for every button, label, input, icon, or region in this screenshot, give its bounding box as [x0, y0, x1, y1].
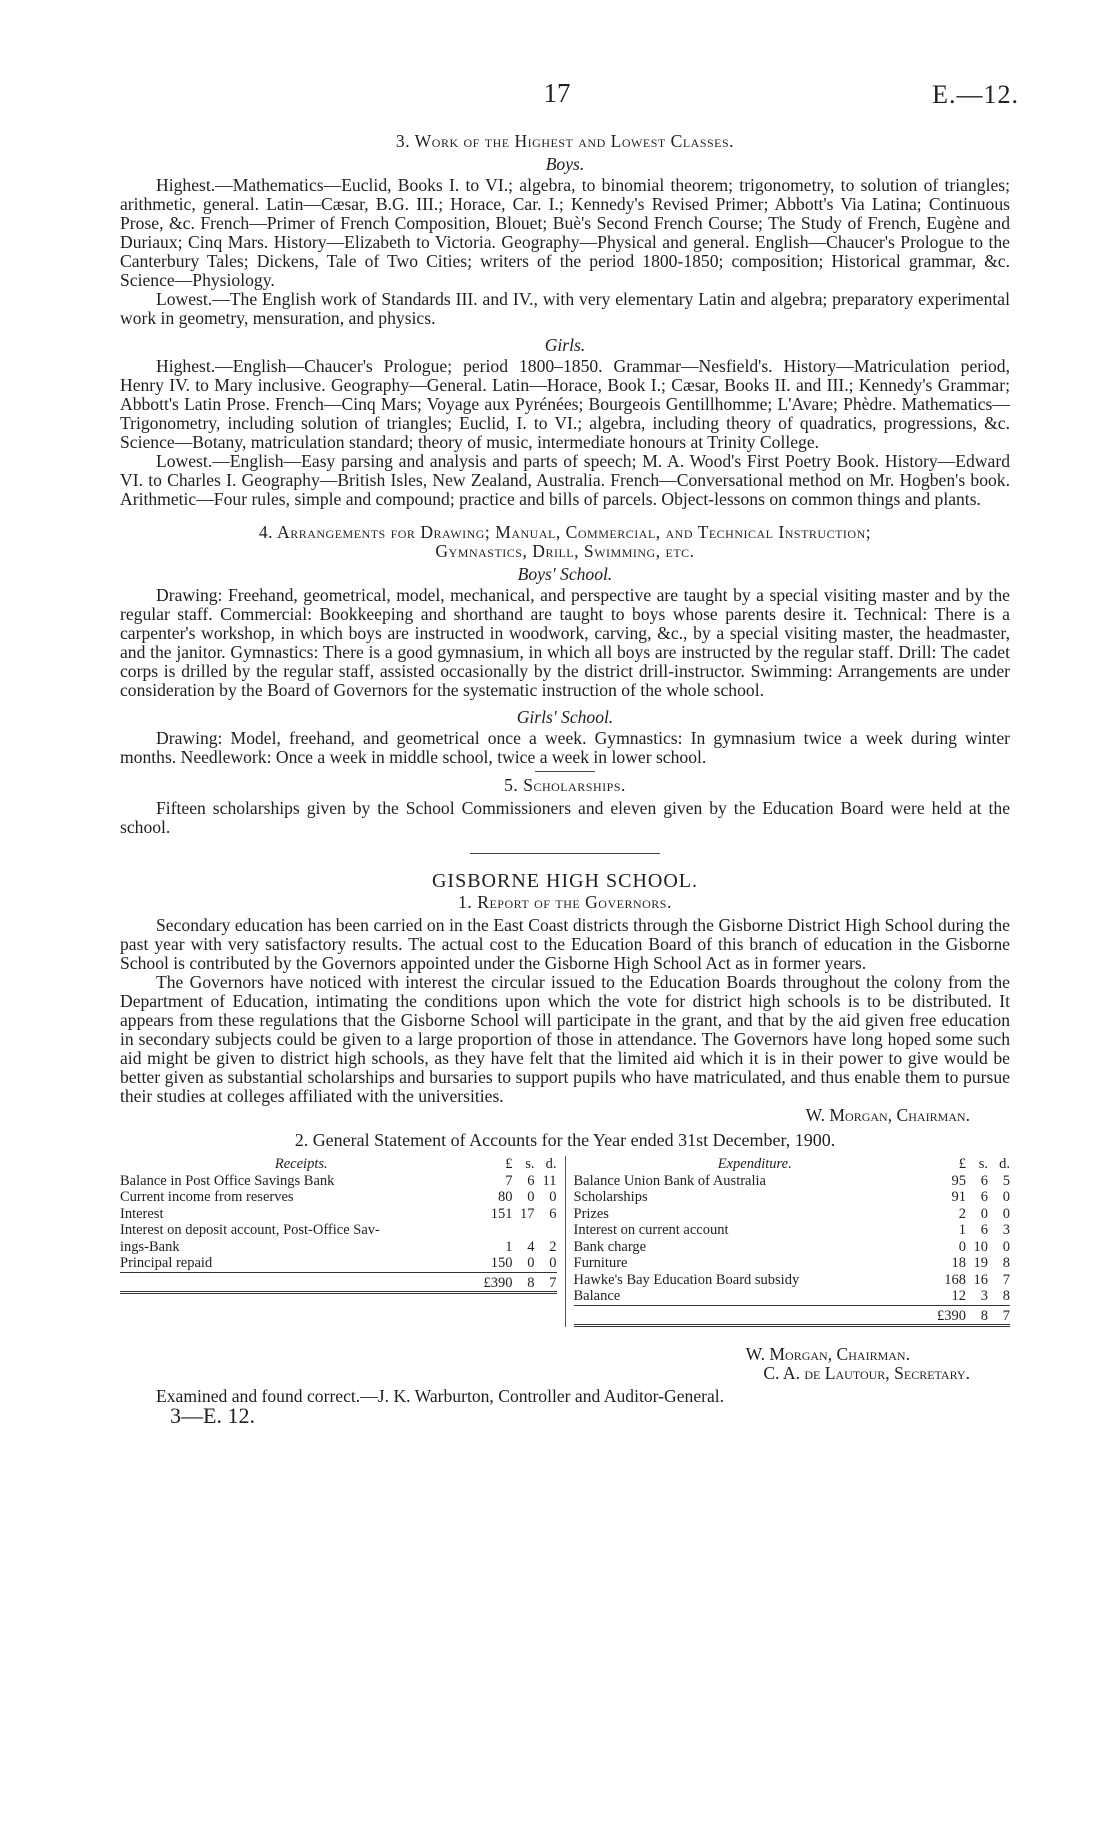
boys-heading: Boys. — [545, 154, 585, 174]
expenditure-total-row — [574, 1305, 1011, 1326]
expenditure-pounds: 0 — [958, 1238, 966, 1255]
receipt-pounds: 7 — [505, 1172, 513, 1189]
receipt-pounds: 150 — [490, 1255, 513, 1271]
expenditure-label: Hawke's Bay Education Board subsidy — [573, 1271, 800, 1288]
receipt-label: Interest on deposit account, Post-Office Sav- — [120, 1222, 380, 1238]
expenditure-pence: 5 — [1002, 1172, 1010, 1189]
expenditure-column — [574, 1156, 1011, 1327]
expenditure-pounds: 18 — [951, 1255, 966, 1271]
receipt-pounds: 80 — [498, 1189, 513, 1205]
girls-highest-paragraph: Highest.—English—Chaucer's Prologue; period 1800–1850. Grammar—Nesfield's. History—Matriculation period, Henry IV. to Mary inclusive. Geography—General. Latin—Horace, Book I.; Cæsar, Books II. and III.; Kennedy's Grammar; Abbott's Latin Prose. French—Cinq Mars; Voyage aux Pyrénées; Bourgeois Gentillhomme; L'Avare; Phèdre. Mathematics—Trigonometry, including solution of triangles; Euclid, I. to VI.; algebra, including theory of quadratics, progressions, &c. Science—Botany, matriculation standard; theory of music, intermediate honours at Trinity College. — [120, 356, 1010, 452]
expenditure-pence: 0 — [1002, 1205, 1010, 1222]
receipt-label: Principal repaid — [120, 1255, 213, 1271]
receipt-row — [120, 1239, 557, 1256]
receipt-shillings — [513, 1222, 535, 1239]
boys-lowest-paragraph: Lowest.—The English work of Standards III. and IV., with very elementary Latin and algebra; preparatory experimental work in geometry, mensuration, and physics. — [120, 289, 1010, 328]
expenditure-label: Interest on current account — [573, 1222, 729, 1238]
pence-header: d. — [545, 1156, 557, 1172]
girls-school-paragraph: Drawing: Model, freehand, and geometrical once a week. Gymnastics: In gymnasium twice a week during winter months. Needlework: Once a week in middle school, twice a week in lower school. — [120, 728, 1010, 767]
receipt-shillings: 4 — [527, 1238, 535, 1255]
receipt-pounds — [483, 1222, 513, 1239]
receipts-total-pounds: £390 — [483, 1272, 513, 1293]
expenditure-table — [574, 1156, 1011, 1327]
signature-chairman-2: W. Morgan, Chairman. — [745, 1344, 910, 1364]
expenditure-row — [574, 1206, 1011, 1223]
signature-secretary: C. A. de Lautour, Secretary. — [763, 1363, 970, 1383]
receipt-label: Current income from reserves — [120, 1189, 294, 1205]
expenditure-pounds: 2 — [958, 1205, 966, 1222]
receipt-shillings: 0 — [527, 1189, 535, 1205]
report-paragraph-1: Secondary education has been carried on in the East Coast districts through the Gisborne District High School during the past year with very satisfactory results. The actual cost to the Education Board of this branch of education in the Gisborne School is contributed by the Governors appointed under the Gisborne High School Act as in former years. — [120, 915, 1010, 973]
expenditure-pounds: 12 — [951, 1288, 966, 1304]
receipt-pence — [535, 1222, 557, 1239]
receipt-shillings: 17 — [520, 1205, 535, 1222]
receipts-total-shillings: 8 — [513, 1272, 535, 1293]
expenditure-pounds: 91 — [951, 1189, 966, 1205]
receipt-pence: 6 — [549, 1205, 557, 1222]
expenditure-row — [574, 1189, 1011, 1206]
receipts-total-pence: 7 — [535, 1272, 557, 1293]
expenditure-shillings: 6 — [980, 1189, 988, 1205]
expenditure-pounds: 95 — [951, 1172, 966, 1189]
expenditure-heading: Expenditure. — [717, 1156, 792, 1172]
column-divider — [565, 1156, 566, 1327]
receipt-label: ings-Bank — [120, 1238, 180, 1255]
boys-highest-paragraph: Highest.—Mathematics—Euclid, Books I. to VI.; algebra, to binomial theorem; trigonometry, to solution of triangles; arithmetic, general. Latin—Cæsar, B.G. III.; Horace, Car. I.; Kennedy's Revised Primer; Abbott's Via Latina; Continuous Prose, &c. French—Primer of French Composition, Blouet; Buè's Second French Course; The Study of French, Eugène and Duriaux; Cinq Mars. History—Elizabeth to Victoria. Geography—Physical and general. English—Chaucer's Prologue to the Canterbury Tales; Dickens, Tale of Two Cities; writers of the period 1800-1850; composition; Historical grammar, &c. Science—Physiology. — [120, 175, 1010, 290]
expenditure-shillings: 16 — [973, 1271, 988, 1288]
accounts-statement — [120, 1156, 1010, 1327]
girls-heading: Girls. — [544, 335, 586, 355]
section-divider — [470, 853, 660, 854]
signature-chairman: W. Morgan, Chairman. — [805, 1105, 970, 1125]
expenditure-label: Balance Union Bank of Australia — [573, 1172, 766, 1189]
receipt-pence: 0 — [549, 1189, 557, 1205]
expenditure-label: Prizes — [573, 1205, 609, 1222]
pounds-header: £ — [505, 1156, 513, 1172]
gisborne-title: GISBORNE HIGH SCHOOL. — [431, 870, 698, 892]
expenditure-shillings: 0 — [980, 1205, 988, 1222]
expenditure-pounds: 1 — [958, 1222, 966, 1238]
boys-school-heading: Boys' School. — [517, 564, 613, 584]
report-paragraph-2: The Governors have noticed with interest the circular issued to the Education Boards throughout the colony from the Department of Education, intimating the conditions upon which the vote for district high schools is to be distributed. It appears from these regulations that the Gisborne School will participate in the grant, and that by the aid given free education in secondary subjects could be given to a large proportion of those in attendance. The Governors have long hoped some such aid might be given to district high schools, as they have felt that the limited aid which it is in their power to give would be better given as substantial scholarships and bursaries to support pupils who have matriculated, and thus enable them to pursue their studies at colleges affiliated with the universities. — [120, 972, 1010, 1106]
page-number: 17 — [543, 78, 571, 108]
receipt-row — [120, 1173, 557, 1190]
boys-school-paragraph: Drawing: Freehand, geometrical, model, mechanical, and perspective are taught by a special visiting master and by the regular staff. Commercial: Bookkeeping and shorthand are taught to boys whose parents desire it. Technical: There is a carpenter's workshop, in which boys are instructed in woodwork, carving, &c., by a special visiting master, the headmaster, and the janitor. Gymnastics: There is a good gymnasium, in which all boys are instructed by the regular staff. Drill: The cadet corps is drilled by the regular staff, assisted occasionally by the district drill-instructor. Swimming: Arrangements are under consideration by the Board of Governors for the systematic instruction of the whole school. — [120, 585, 1010, 700]
receipt-row — [120, 1255, 557, 1272]
expenditure-pence: 8 — [1002, 1288, 1010, 1304]
footer-mark: 3—E. 12. — [170, 1403, 255, 1428]
expenditure-shillings: 10 — [973, 1238, 988, 1255]
expenditure-row — [574, 1272, 1011, 1289]
receipt-pence: 0 — [549, 1255, 557, 1271]
receipt-label: Balance in Post Office Savings Bank — [120, 1172, 335, 1189]
pounds-header: £ — [958, 1156, 966, 1172]
expenditure-pounds: 168 — [944, 1271, 966, 1288]
expenditure-label: Balance — [573, 1288, 621, 1304]
receipt-shillings: 0 — [527, 1255, 535, 1271]
section3-title: 3. Work of the Highest and Lowest Classes. — [395, 131, 735, 151]
expenditure-row — [574, 1222, 1011, 1239]
statement-title: 2. General Statement of Accounts for the Year ended 31st December, 1900. — [294, 1130, 836, 1150]
expenditure-shillings: 19 — [973, 1255, 988, 1271]
expenditure-pence: 3 — [1002, 1222, 1010, 1238]
pence-header: d. — [999, 1156, 1010, 1172]
receipts-total-row — [120, 1272, 557, 1293]
receipt-row — [120, 1222, 557, 1239]
expenditure-total-shillings: 8 — [966, 1305, 988, 1326]
scholarships-paragraph: Fifteen scholarships given by the School Commissioners and eleven given by the Education Board were held at the school. — [120, 798, 1010, 837]
section4-title-line2: Gymnastics, Drill, Swimming, etc. — [435, 541, 695, 561]
receipt-shillings: 6 — [527, 1172, 535, 1189]
receipt-label: Interest — [120, 1205, 164, 1222]
expenditure-shillings: 6 — [980, 1222, 988, 1238]
expenditure-row — [574, 1239, 1011, 1256]
examined-statement: Examined and found correct.—J. K. Warburton, Controller and Auditor-General. — [156, 1386, 725, 1406]
shillings-header: s. — [978, 1156, 988, 1172]
expenditure-pence: 8 — [1002, 1255, 1010, 1271]
expenditure-pence: 0 — [1002, 1238, 1010, 1255]
receipts-column — [120, 1156, 557, 1327]
girls-school-heading: Girls' School. — [516, 707, 614, 727]
shillings-header: s. — [525, 1156, 535, 1172]
expenditure-total-pounds: £390 — [936, 1305, 966, 1326]
girls-lowest-paragraph: Lowest.—English—Easy parsing and analysis and parts of speech; M. A. Wood's First Poetry Book. History—Edward VI. to Charles I. Geography—British Isles, New Zealand, Australia. French—Conversational method on Mr. Hogben's book. Arithmetic—Four rules, simple and compound; practice and bills of parcels. Object-lessons on common things and plants. — [120, 451, 1010, 509]
expenditure-row — [574, 1288, 1011, 1305]
expenditure-pence: 7 — [1002, 1271, 1010, 1288]
expenditure-row — [574, 1173, 1011, 1190]
report-title: 1. Report of the Governors. — [458, 892, 672, 912]
expenditure-pence: 0 — [1002, 1189, 1010, 1205]
receipt-row — [120, 1206, 557, 1223]
section4-title-line1: 4. Arrangements for Drawing; Manual, Commercial, and Technical Instruction; — [258, 522, 872, 542]
expenditure-label: Bank charge — [573, 1238, 647, 1255]
expenditure-row — [574, 1255, 1011, 1272]
section5-title: 5. Scholarships. — [504, 775, 626, 795]
receipt-pence: 2 — [549, 1238, 557, 1255]
expenditure-label: Furniture — [573, 1255, 628, 1271]
expenditure-shillings: 3 — [980, 1288, 988, 1304]
expenditure-shillings: 6 — [980, 1172, 988, 1189]
expenditure-label: Scholarships — [573, 1189, 648, 1205]
document-reference: E.—12. — [932, 80, 1019, 109]
receipts-table — [120, 1156, 557, 1294]
page-content — [120, 131, 1010, 1428]
divider — [535, 771, 595, 772]
receipt-pounds: 1 — [505, 1238, 513, 1255]
expenditure-total-pence: 7 — [988, 1305, 1010, 1326]
receipts-heading: Receipts. — [274, 1156, 328, 1172]
receipt-pence: 11 — [542, 1172, 557, 1189]
receipt-pounds: 151 — [490, 1205, 513, 1222]
receipt-row — [120, 1189, 557, 1206]
